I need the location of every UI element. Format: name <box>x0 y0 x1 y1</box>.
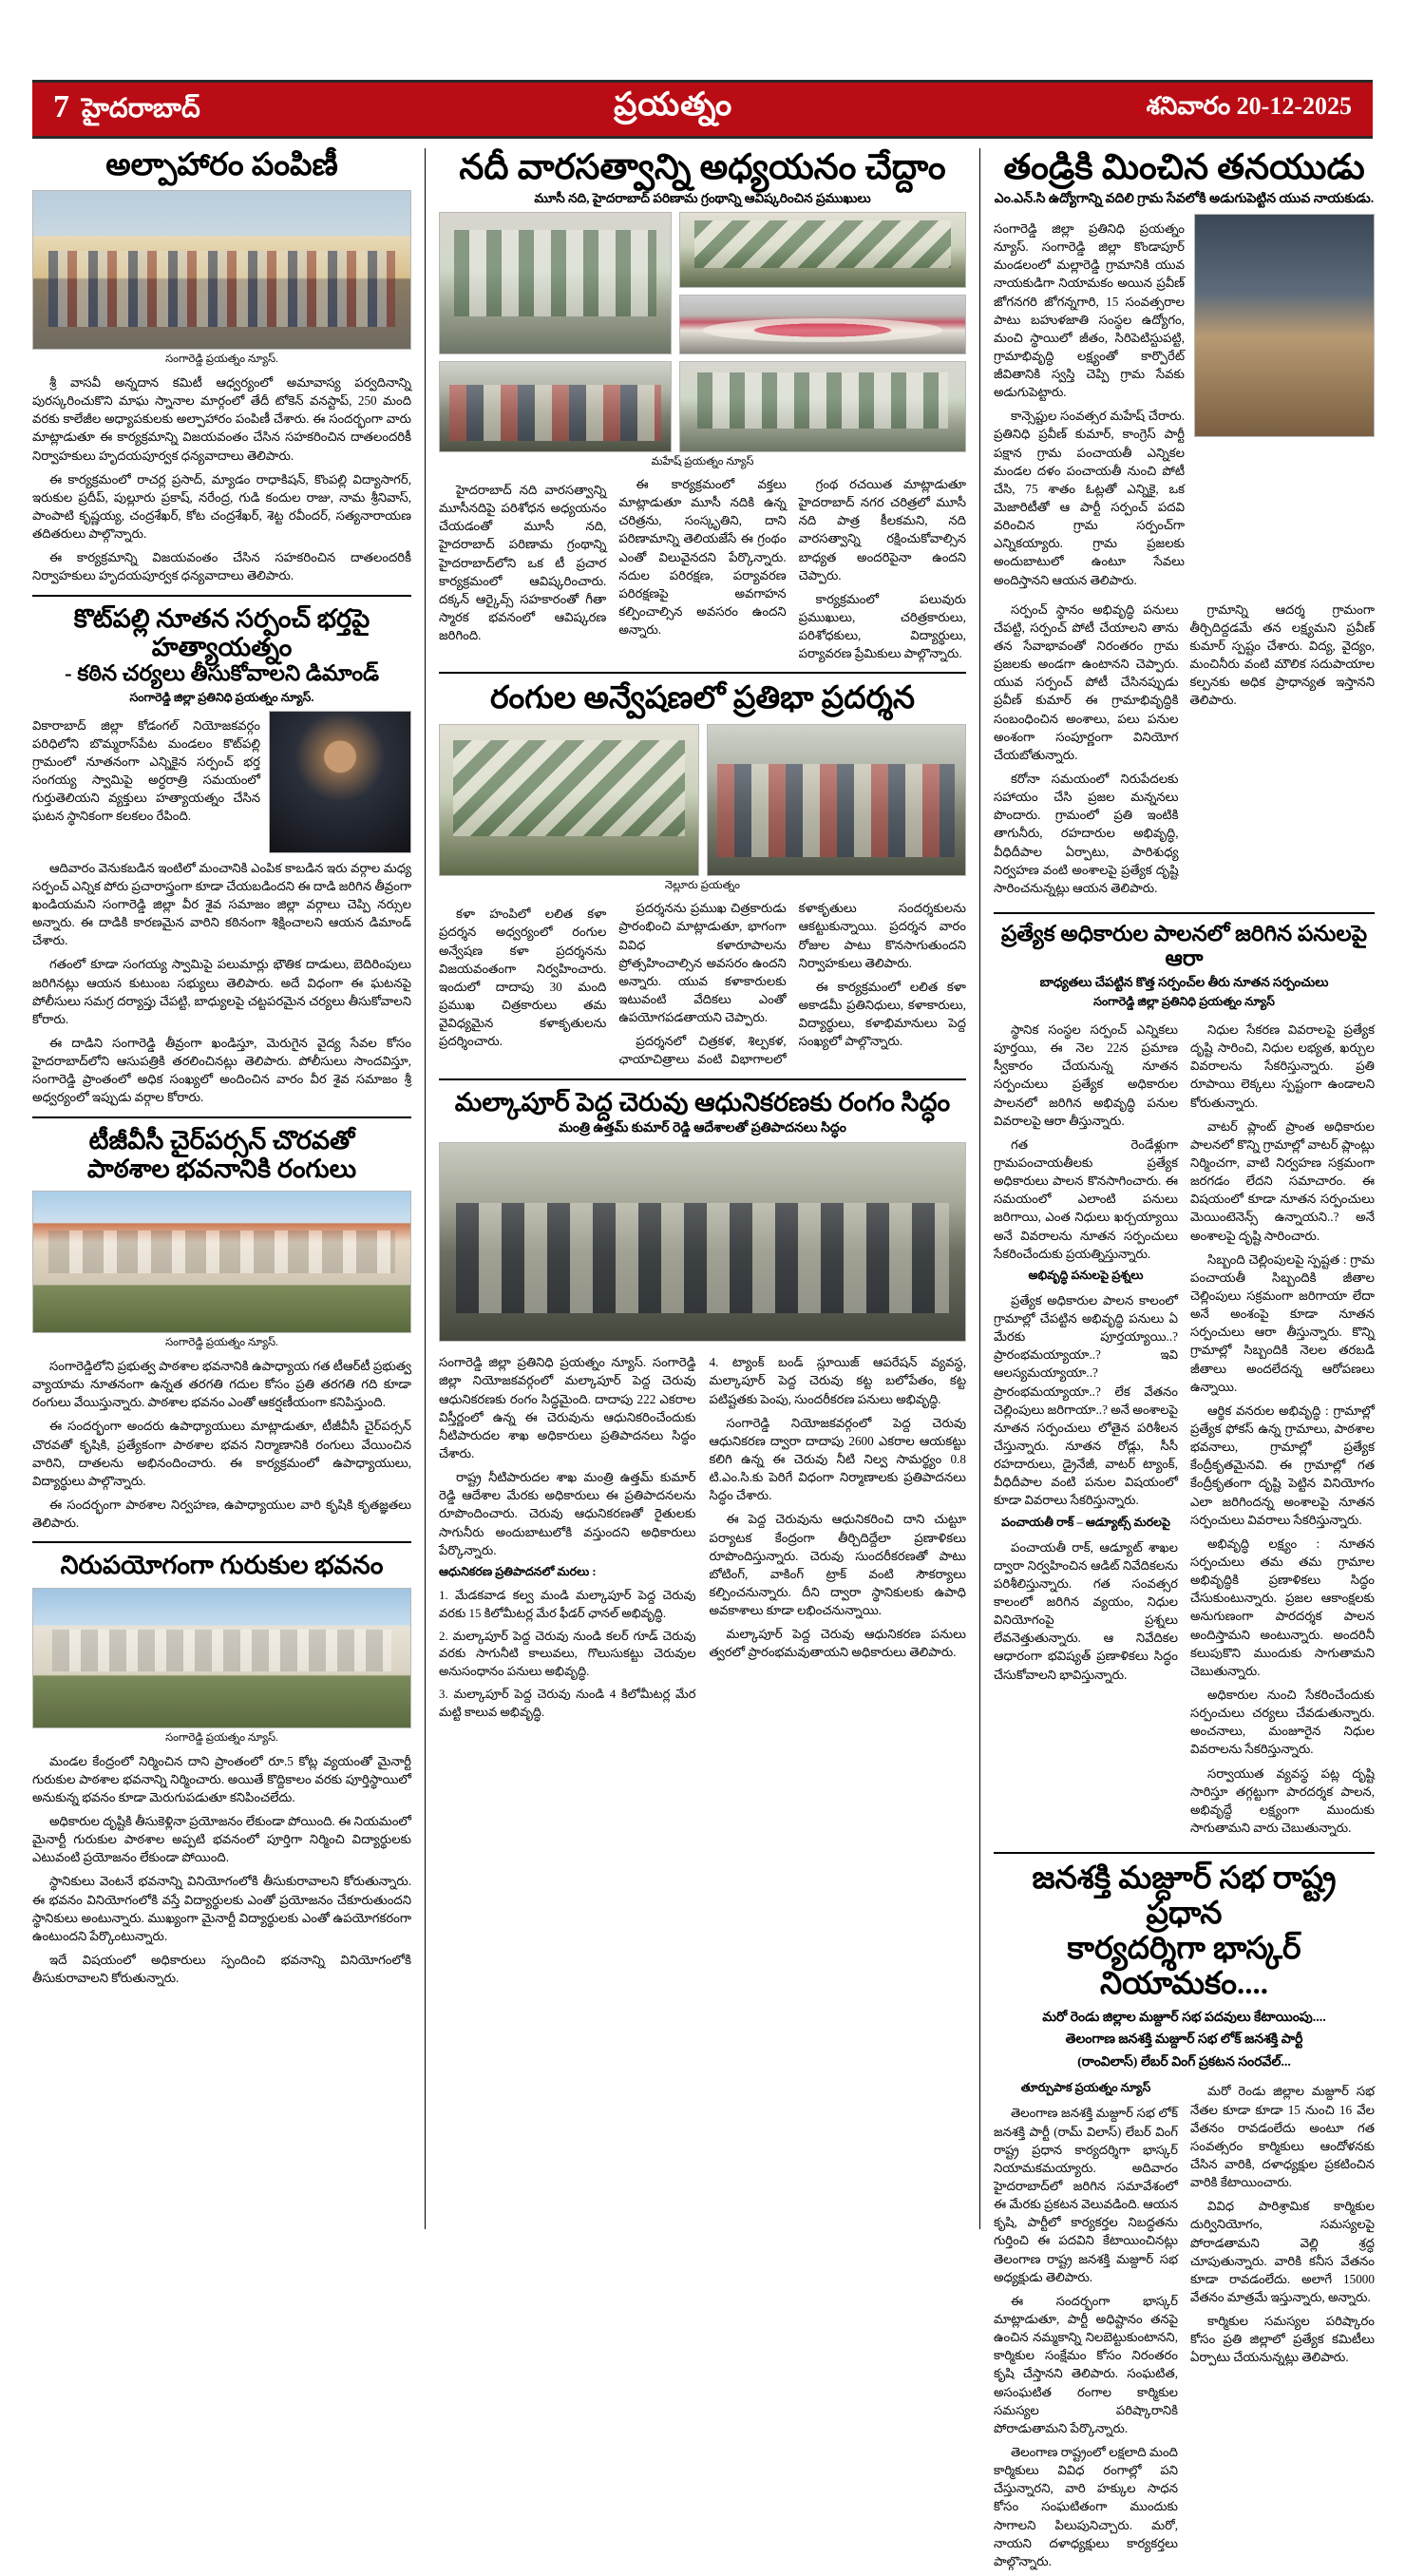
story-body-officers-r3: సిబ్బంది చెల్లింపులపై స్పష్టత : గ్రామ పంచాయతీ సిబ్బందికి జీతాల చెల్లింపులు సక్రమంగా జరిగాయా లేదా అనే అంశంపై కూడా నూతన సర్పంచులు ఆరా తీస్తున్నారు. కొన్ని గ్రామాల్లో సిబ్బందికి నెలల తరబడి జీతాలు అందలేదన్న ఆరోపణలు ఉన్నాయి. <box>1190 1251 1375 1394</box>
subheadline-mnc-employee: ఎం.ఎన్.సి ఉద్యోగాన్ని వదిలి గ్రామ సేవలోకి అడుగుపెట్టిన యువ నాయకుడు. <box>994 192 1375 207</box>
story-body-officers-r5: అభివృద్ధి లక్ష్యం : నూతన సర్పంచులు తమ తమ గ్రామాల అభివృద్ధికి ప్రణాళికలు సిద్ధం చేసుకుంటున్నారు. ప్రజల ఆకాంక్షలకు అనుగుణంగా పారదర్శక పాలన అందిస్తామని అంటున్నారు. అందరినీ కలుపుకొని ముందుకు సాగుతామని చెబుతున్నారు. <box>1190 1536 1375 1678</box>
story-body-officers-l2: గత రెండేళ్లుగా గ్రామపంచాయతీలకు ప్రత్యేక అధికారులు పాలన కొనసాగించారు. ఈ సమయంలో ఎలాంటి పనులు జరిగాయి, ఎంత నిధులు ఖర్చయ్యాయి అనే వివరాలను నూతన సర్పంచులు సేకరించేందుకు ప్రయత్నిస్తున్నారు. <box>994 1136 1178 1261</box>
story-body-river-p4: కార్యక్రమంలో పలువురు ప్రముఖులు, చరిత్రకారులు, పరిశోధకులు, విద్యార్థులు, పర్యావరణ ప్రేమికులు పాల్గొన్నారు. <box>798 591 966 661</box>
story-body-kotpalli-p1: వికారాబాద్ జిల్లా కోడంగల్ నియోజకవర్గం పరిధిలోని బొమ్మరాస్‌పేట మండలం కొట్‌పల్లి గ్రామంలో నూతనంగా ఎన్నికైన సర్పంచ్ భర్త సంగయ్య స్వామిపై అర్ధరాత్రి సమయంలో గుర్తుతెలియని వ్యక్తులు హత్యాయత్నం చేసిన ఘటన స్థానికంగా కలకలం రేపింది. <box>32 717 260 824</box>
malkapur-text-block <box>439 1347 966 1726</box>
photo-caption-school: సంగారెడ్డి ప్రయత్నం న్యూస్. <box>165 1337 278 1349</box>
photo-row-river-top <box>439 212 966 354</box>
photo-gallery-walk <box>679 361 966 452</box>
story-body-sarpanch-p4: కరోనా సమయంలో నిరుపేదలకు సహాయం చేసి ప్రజల మన్ననలు పొందారు. గ్రామంలో ప్రతి ఇంటికి తాగునీరు, రహదారుల అభివృద్ధి, వీధిదీపాల ఏర్పాటు, పారిశుధ్య నిర్వహణ వంటి అంశాలపై ప్రత్యేక దృష్టి సారించనున్నట్లు ఆయన తెలిపారు. <box>994 772 1179 895</box>
story-body-officers-r1: నిధుల సేకరణ వివరాలపై ప్రత్యేక దృష్టి సారించి, నిధుల లభ్యత, ఖర్చుల వివరాలను సేకరిస్తున్నారు. ప్రతి రూపాయి లెక్కలు స్పష్టంగా ఉండాలని కోరుతున్నారు. <box>1190 1022 1375 1110</box>
story-body-malkapur-right-p1: 4. ట్యాంక్ బండ్ స్లూయిజ్ ఆపరేషన్ వ్యవస్థ, మల్కాపూర్ పెద్ద చెరువు కట్ట బలోపేతం, కట్ట పటిష్టతకు పెంపు, సుందరీకరణ పనులు అభివృద్ధి. <box>709 1355 966 1406</box>
headline-son-surpasses-father: తండ్రికి మించిన తనయుడు <box>1003 148 1365 187</box>
photo-praveen-joganagari <box>1194 214 1375 437</box>
subheadline-janasakthi-3: (రాంవిలాస్) లేబర్ వింగ్ ప్రకటన సంరవేల్... <box>1077 2054 1291 2070</box>
photo-dignitaries <box>439 361 672 452</box>
byline-janasakthi: తూర్పుపాక ప్రయత్నం న్యూస్ <box>1020 2081 1151 2095</box>
story-body-art-columns <box>439 899 966 1068</box>
photo-book-launch-cake <box>679 295 966 354</box>
photo-caption-gurukulam: సంగారెడ్డి ప్రయత్నం న్యూస్. <box>165 1731 278 1744</box>
divider-7 <box>994 1852 1375 1854</box>
story-body-malkapur-right-p4: మల్కాపూర్ పెద్ద చెరువు ఆధునికరణ పనులు త్వరలో ప్రారంభమవుతాయని అధికారులు తెలిపారు. <box>709 1627 966 1660</box>
story-body-kotpalli-p3: గతంలో కూడా సంగయ్య స్వామిపై పలుమార్లు భౌతిక దాడులు, బెదిరింపులు జరిగినట్లు ఆయన కుటుంబ సభ్యులు తెలిపారు. అదే విధంగా ఈ ఘటనపై పోలీసులు సమగ్ర దర్యాప్తు చేపట్టి, బాధ్యులపై చట్టపరమైన చర్యలు తీసుకోవాలని కోరారు. <box>32 957 411 1026</box>
story-body-janasakthi-r1: మరో రెండు జిల్లాల మజ్దూర్ సభ నేతల కూడా కూడా 15 నుంచి 16 వేల వేతనం రావడంలేదు అంటూ గత సంవత్సరం కార్మికులు ఆందోళనకు చేసిన వారికి, దళాధ్యక్షుల ప్రకటించిన వారికి కేటాయించారు. <box>1190 2084 1375 2190</box>
page-number: 7 <box>53 88 70 124</box>
story-body-sarpanch-p5: గ్రామాన్ని ఆదర్శ గ్రామంగా తీర్చిదిద్దడమే తన లక్ష్యమని ప్రవీణ్ కుమార్ స్పష్టం చేశారు. విద్య, వైద్యం, మంచినీరు వంటి మౌలిక సదుపాయాల కల్పనకు అధిక ప్రాధాన్యత ఇస్తానని తెలిపారు. <box>1189 601 1375 708</box>
story-body-officers-r7: సర్వాయుత వ్యవస్థ పట్ల దృష్టి సారిస్తూ తగ్గట్టుగా పారదర్శక పాలన, అభివృద్ధే లక్ష్యంగా ముందుకు సాగుతామని వారు చెబుతున్నారు. <box>1190 1765 1375 1835</box>
story-body-kotpalli-p2: ఆదివారం వెనుకబడిన ఇంటిలో మంచానికి ఎంపిక కాబడిన ఇరు వర్గాల మధ్య సర్పంచ్ ఎన్నిక పోరు ప్రచారాస్త్రంగా కూడా చేయబడిందని ఈ దాడి జరిగిన తీవ్రంగా ఖండియమని సంగారెడ్డి జిల్లా వీర శైవ సమాజం జిల్లా వర్గాలు చెప్పి నర్సుల అన్నారు. ఈ దాడికి కారణమైన వారిని కఠినంగా శిక్షించాలని ఆయన డిమాండ్ చేశారు. <box>32 860 411 948</box>
headline-malkapur-lake: మల్కాపూర్ పెద్ద చెరువు ఆధునికరణకు రంగం సిద్ధం <box>454 1087 951 1116</box>
story-body-malkapur-left-p2: రాష్ట్ర నీటిపారుదల శాఖ మంత్రి ఉత్తమ్ కుమార్ రెడ్డి ఆదేశాల మేరకు అధికారులు ఈ ప్రతిపాదనలను రూపొందించారు. చెరువు ఆధునికరణతో రైతులకు సాగునీరు అందుబాటులోకి వస్తుందని అధికారులు పేర్కొన్నారు. <box>439 1470 696 1557</box>
story-body-officers-r4: ఆర్థిక వనరుల అభివృద్ధి : గ్రామాల్లో ప్రత్యేక ఫోకస్ ఉన్న గ్రామాలు, పాఠశాల భవనాలు, గ్రామాల్లో ప్రత్యేక కేంద్రీకృతమైనవి. ఈ గ్రామాల్లో గత కేంద్రీకృతంగా దృష్టి పెట్టిన వినియోగం ఎలా జరిగిందన్న అంశాలపై నూతన సర్పంచులు వివరాలు సేకరిస్తున్నారు. <box>1190 1402 1375 1527</box>
subheadline-malkapur-minister: మంత్రి ఉత్తమ్ కుమార్ రెడ్డి ఆదేశాలతో ప్రతిపాదనలు సిద్ధం <box>559 1120 846 1135</box>
story-body-sarpanch-p3: సర్పంచ్ స్థానం అభివృద్ధి పనులు చేపట్టి, సర్పంచ్ పోటీ చేయాలని తాను తన సేవాభావంతో నిరంతరం గ్రామ ప్రజలకు అండగా ఉంటానని చెప్పారు. యువ సర్పంచ్ పోటీ చేసినప్పుడు ప్రవీణ్ కుమార్ ఈ గ్రామాభివృద్ధికి సంబంధించిన అంశాలు, పలు పనుల అంశంగా సంపూర్ణంగా వినియోగ చేయబోతున్నారు. <box>994 601 1179 762</box>
story-body-sarpanch-p1: సంగారెడ్డి జిల్లా ప్రతినిధి ప్రయత్నం న్యూస్. సంగారెడ్డి జిల్లా కొండాపూర్ మండలంలో మల్లారెడ్డి గ్రామానికి యువ నాయకుడిగా నియామకం అయిన ప్రవీణ్ జోగనగరి జోగన్నగారి, 15 సంవత్సరాల పాటు బహుళజాతి సంస్థల ఉద్యోగం, మంచి స్థాయిలో జీతం, సిరిపెటిస్టుపట్టి, గ్రామాభివృద్ధి లక్ష్యంతో కార్పొరేట్ జీవితానికి స్వస్తి చెప్పి గ్రామ సేవకు అడుగుపెట్టారు. <box>994 220 1185 400</box>
proposal-item-3: 3. మల్కాపూర్ పెద్ద చెరువు నుండి 4 కిలోమీటర్ల మేర మట్టి కాలువ అభివృద్ధి. <box>439 1687 696 1719</box>
photo-row-art-show <box>439 724 966 876</box>
story-body-art-p1: కళా హంపిలో లలిత కళా ప్రదర్శన అధ్వర్యంలో రంగుల అన్వేషణ కళా ప్రదర్శనను విజయవంతంగా నిర్వహించారు. ఇందులో దాదాపు 30 మంది ప్రముఖ చిత్రకారులు తమ వైవిధ్యమైన కళాకృతులను ప్రదర్శించారు. <box>439 906 607 1049</box>
story-body-malkapur-right-p3: ఈ పెద్ద చెరువును ఆధునికరించి దాని చుట్టూ పర్యాటక కేంద్రంగా తీర్చిదిద్దేలా ప్రణాళికలు రూపొందిస్తున్నారు. చెరువు సుందరీకరణతో పాటు బోటింగ్, వాకింగ్ ట్రాక్ వంటి సౌకర్యాలు కల్పించనున్నారు. దీని ద్వారా స్థానికులకు ఉపాధి అవకాశాలు కూడా లభించనున్నాయి. <box>709 1512 966 1618</box>
story-body-school-p1: సంగారెడ్డిలోని ప్రభుత్వ పాఠశాల భవనానికి ఉపాధ్యాయ గత టీఆర్‌టీ ప్రభుత్వ వ్యాయామ నూతనంగా ఉన్నత తరగతి గదుల కోసం ప్రతి తరగతి గది కూడా రంగులు వేయిస్తున్నారు. పాఠశాల భవనం ఎంతో ఆకర్షణీయంగా కనిపిస్తుంది. <box>32 1359 411 1410</box>
story-body-officers-l3: ప్రత్యేక అధికారుల పాలన కాలంలో గ్రామాల్లో చేపట్టిన అభివృద్ధి పనులు ఏ మేరకు పూర్తయ్యాయి..? ప్రారంభమయ్యాయా..? ఇవి ఆలస్యమయ్యాయా..? ప్రారంభమయ్యాయా..? లేక వేతనం చెల్లింపులు జరిగాయా..? అనే అంశాలపై నూతన సర్పంచులు లోతైన పరిశీలన చేస్తున్నారు. నూతన రోడ్లు, సీసీ రహదారులు, డ్రైనేజీ, వాటర్ ట్యాంక్, వీధిదీపాల వంటి పనుల విషయంలో కూడా వివరాలు సేకరిస్తున్నారు. <box>994 1292 1178 1508</box>
story-body-gurukulam-p1: మండల కేంద్రంలో నిర్మించిన దాని ప్రాంతంలో రూ.5 కోట్ల వ్యయంతో మైనార్టీ గురుకుల పాఠశాల భవనాన్ని నిర్మించారు. అయితే కొద్దికాలం వరకు పూర్తిస్థాయిలో అనుకున్న భవనం కూడా మెరుగుపడుతూ కనిపించలేదు. <box>32 1753 411 1804</box>
story-body-gurukulam-p3: స్థానికులు వెంటనే భవనాన్ని వినియోగంలోకి తీసుకురావాలని కోరుతున్నారు. ఈ భవనం వినియోగంలోకి వస్తే విద్యార్థులకు ఎంతో ప్రయోజనం చేకూరుతుందని స్థానికులు అంటున్నారు. ముఖ్యంగా మైనార్టీ విద్యార్థులకు ఎంతో ఉపయోగకరంగా ఉంటుందని పేర్కొంటున్నారు. <box>32 1874 411 1943</box>
story-body-janasakthi-l3: తెలంగాణ రాష్ట్రంలో లక్షలాది మంది కార్మికులు వివిధ రంగాల్లో పని చేస్తున్నారని, వారి హక్కుల సాధన కోసం సంఘటితంగా ముందుకు సాగాలని పిలుపునిచ్చారు. మరో, నాయని దళాధ్యక్షులు కార్యకర్తలు పాల్గొన్నారు. <box>994 2444 1178 2568</box>
story-body-gurukulam-p4: ఇదే విషయంలో అధికారులు స్పందించి భవనాన్ని వినియోగంలోకి తీసుకురావాలని కోరుతున్నారు. <box>32 1952 411 1986</box>
story-body-sarpanch-p2: కాన్సెప్టుల సంవత్సర మహేష్ చేరారు. ప్రతినిధి ప్రవీణ్ కుమార్, కాంగ్రెస్ పార్టీ పక్షాన గ్రామ పంచాయతీ ఎన్నికల మండల దళం పంచాయతీ నుంచి పోటీ చేసి, 75 శాతం ఓట్లతో ఎన్నికై, ఒక మెజారిటీతో ఆ పార్టీ సర్పంచ్ పదవి వరించిన గ్రామ సర్పంచ్‌గా ఎన్నికయ్యారు. గ్రామ ప్రజలకు అందుబాటులో ఉంటూ సేవలు అందిస్తానని ఆయన తెలిపారు. <box>994 409 1185 587</box>
photo-breakfast-distribution <box>32 190 411 350</box>
subheadline-janasakthi-2: తెలంగాణ జనశక్తి మజ్దూర్ సభ లోక్ జనశక్తి పార్టీ <box>1065 2032 1303 2048</box>
newspaper-title: ప్రయత్నం <box>614 87 733 123</box>
headline-unused-gurukulam: నిరుపయోగంగా గురుకుల భవనం <box>60 1551 384 1580</box>
photo-art-wall <box>679 212 966 288</box>
divider-1 <box>32 595 411 597</box>
story-body-river-p3: గ్రంథ రచయిత మాట్లాడుతూ హైదరాబాద్ నగర చరిత్రలో మూసీ నది పాత్ర కీలకమని, నది వారసత్వాన్ని రక్షించుకోవాల్సిన బాధ్యత అందరిపైనా ఉందని చెప్పారు. <box>798 476 966 582</box>
divider-4 <box>439 672 966 674</box>
edition-city: హైదరాబాద్ <box>82 93 200 124</box>
column-right <box>980 148 1384 2568</box>
photo-caption-breakfast: సంగారెడ్డి ప్రయత్నం న్యూస్. <box>165 353 278 365</box>
divider-5 <box>439 1078 966 1080</box>
divider-2 <box>32 1116 411 1118</box>
headline-janasakthi-1: జనశక్తి మజ్దూర్ సభ రాష్ట్ర ప్రధాన <box>1032 1861 1337 1932</box>
story-body-janasakthi-r3: కార్మికుల సమస్యల పరిష్కారం కోసం ప్రతి జిల్లాలో ప్రత్యేక కమిటీలు ఏర్పాటు చేయనున్నట్లు తెలిపారు. <box>1190 2314 1375 2365</box>
story-body-river-columns <box>439 475 966 662</box>
story-body-alpaharam-p2: ఈ కార్యక్రమంలో రాచర్ల ప్రసాద్, మ్యాడం రాధాకిషన్, కొంపల్లి విద్యాసాగర్, ఇరుకుల ప్రదీప్, పుల్లూరు ప్రకాష్, నరేంద్ర, గుడి కందుల రాజు, నామ శ్రీనివాస్, పాంపాటి కృష్ణయ్య, చంద్రశేఖర్, కోట చంద్రశేఖర్, శెట్ట రవీందర్, సత్యనారాయణ తదితరులు పాల్గొన్నారు. <box>32 471 411 542</box>
subheadline-janasakthi-1: మరో రెండు జిల్లాల మజ్దూర్ సభ పదవులు కేటాయింపు.... <box>1042 2010 1326 2025</box>
story-body-art-p2: ప్రదర్శనను ప్రముఖ చిత్రకారుడు ప్రారంభించి మాట్లాడుతూ, భాగంగా వివిధ కళారూపాలను ప్రోత్సహించాల్సిన అవసరం ఉందని అన్నారు. యువ కళాకారులకు ఇటువంటి వేదికలు ఎంతో ఉపయోగపడతాయని చెప్పారు. <box>618 901 787 1025</box>
story-body-alpaharam-p3: ఈ కార్యక్రమాన్ని విజయవంతం చేసిన సహకరించిన దాతలందరికీ నిర్వాహకులు హృదయపూర్వక ధన్యవాదాలు తెలిపారు. <box>32 550 411 583</box>
story-body-officers-l1: స్థానిక సంస్థల సర్పంచ్ ఎన్నికలు పూర్తయి, ఈ నెల 22న ప్రమాణ స్వీకారం చేయనున్న నూతన సర్పంచులు ప్రత్యేక అధికారుల పాలనలో జరిగిన అభివృద్ధి పనుల వివరాలపై ఆరా తీస్తున్నారు. <box>994 1022 1178 1128</box>
story-body-kotpalli-p4: ఈ దాడిని సంగారెడ్డి తీవ్రంగా ఖండిస్తూ, మెరుగైన వైద్య సేవల కోసం హైదరాబాద్‌లోని ఆసుపత్రికి తరలించినట్లు తెలిపారు. పోలీసులు సాందవిస్తూ, సంగారెడ్డి ప్రాంతంలో అధిక సంఖ్యలో అందించిన వారం వీర శైవ సమాజం శ్రీ అధ్వర్యంలో ఇప్పుడు వర్గాల కోరారు. <box>32 1035 411 1105</box>
page-columns <box>21 148 1384 2568</box>
kicker-river-heritage: మూసీ నది, హైదరాబాద్ పరిణామ గ్రంథాన్ని ఆవిష్కరించిన ప్రముఖులు <box>534 191 871 206</box>
photo-review-meeting <box>439 1142 966 1342</box>
story-body-art-p3: ప్రదర్శనలో చిత్రకళ, శిల్పకళ, ఛాయాచిత్రాలు వంటి విభాగాలలో కళాకృతులు సందర్శకులను ఆకట్టుకున్నాయి. ప్రదర్శన వారం రోజుల పాటు కొనసాగుతుందని నిర్వాహకులు తెలిపారు. <box>618 901 966 1067</box>
divider-3 <box>32 1541 411 1543</box>
story-body-officers-r2: వాటర్ ప్లాంట్ ప్రాంత అధికారుల పాలనలో కొన్ని గ్రామాల్లో వాటర్ ప్లాంట్లు నిర్మించగా, వాటి నిర్వహణ సక్రమంగా జరగడం లేదని సమాచారం. ఈ విషయంలో కూడా నూతన సర్పంచులు మెయింటెనెన్స్ ఉన్నాయని..? అనే అంశాలపై దృష్టి సారించారు. <box>1190 1118 1375 1243</box>
photo-school-building <box>32 1191 411 1333</box>
subheadline-kotpalli-demand: - కఠిన చర్యలు తీసుకోవాలని డిమాండ్ <box>64 660 380 685</box>
story-body-school-p2: ఈ సందర్భంగా అందరు ఉపాధ్యాయులు మాట్లాడుతూ, టీజీవీసీ చైర్‌పర్సన్ చొరవతో కృషికి, ప్రత్యేకంగా పాఠశాల భవన నిర్మాణానికి రంగులు వేయించిన వారిని, దాతలను అభినందించారు. ఈ కార్యక్రమంలో ఉపాధ్యాయులు, విద్యార్థులు పాల్గొన్నారు. <box>32 1419 411 1488</box>
story-body-school-p3: ఈ సందర్భంగా పాఠశాల నిర్వహణ, ఉపాధ్యాయుల వారి కృషికి కృతజ్ఞతలు తెలిపారు. <box>32 1498 411 1531</box>
photo-exhibition-visitors <box>439 212 672 354</box>
sarpanch-lower-text <box>994 595 1375 903</box>
byline-kotpalli: సంగారెడ్డి జిల్లా ప్రతినిధి ప్రయత్నం న్యూస్. <box>129 690 314 704</box>
story-body-art-p4: ఈ కార్యక్రమంలో లలిత కళా అకాడమీ ప్రతినిధులు, కళాకారులు, విద్యార్థులు, కళాభిమానులు పెద్ద సంఖ్యలో పాల్గొన్నారు. <box>798 979 966 1049</box>
subhead-development-questions: అభివృద్ధి పనులపై ప్రశ్నలు <box>1028 1268 1144 1282</box>
proposal-item-1: 1. మేడకవాడ కల్వ మండి మల్కాపూర్ పెద్ద చెరువు వరకు 15 కిలోమీటర్ల మేర ఫీడర్ ఛానల్ అభివృద్ధి. <box>439 1587 696 1620</box>
janasakthi-two-col <box>994 2076 1375 2576</box>
divider-6 <box>994 912 1375 914</box>
publication-date: శనివారం 20-12-2025 <box>1146 92 1352 120</box>
story-body-officers-r6: అధికారుల నుంచి సేకరించేందుకు సర్పంచులు చర్యలు చేవడుతున్నారు. అంచనాలు, మంజూరైన నిధుల వివరాలను సేకరిస్తున్నారు. <box>1190 1687 1375 1757</box>
photo-row-river-bottom <box>439 361 966 452</box>
photo-kotpalli-leader <box>269 711 411 853</box>
story-body-malkapur-left-p1: సంగారెడ్డి జిల్లా ప్రతినిధి ప్రయత్నం న్యూస్. సంగారెడ్డి జిల్లా నియోజకవర్గంలో మల్కాపూర్ పెద్ద చెరువు ఆధునికరణకు రంగం సిద్ధమైంది. దాదాపు 222 ఎకరాల విస్తీర్ణంలో ఉన్న ఈ చెరువును ఆధునికరించేందుకు నీటిపారుదల శాఖ అధికారులు ప్రతిపాదనలు సిద్ధం చేశారు. <box>439 1355 696 1461</box>
kicker-new-sarpanches: బాధ్యతలు చేపట్టిన కొత్త సర్పంచ్‌ల తీరు నూతన సర్పంచులు <box>1039 974 1329 989</box>
photo-gurukulam-building <box>32 1588 411 1728</box>
headline-alpaharam: అల్పాహారం పంపిణీ <box>105 148 338 182</box>
story-body-janasakthi-l1: తెలంగాణ జనశక్తి మజ్దూర్ సభ లోక్ జనశక్తి పార్టీ (రామ్ విలాస్) లేబర్ వింగ్ రాష్ట్ర ప్రధాన కార్యదర్శిగా భాస్కర్ నియామకమయ్యారు. అదివారం హైదరాబాద్‌లో జరిగిన సమావేశంలో ఈ మేరకు ప్రకటన వెలువడింది. ఆయన కృషి, పార్టీలో కార్యకర్తల నిబద్ధతను గుర్తించి ఈ పదవిని కేటాయించినట్లు తెలంగాణ రాష్ట్ర జనశక్తి మజ్దూర్ సభ అధ్యక్షుడు తెలిపారు. <box>994 2106 1178 2284</box>
headline-kotpalli-attack: కొట్‌పల్లి నూతన సర్పంచ్ భర్తపై హత్యాయత్నం <box>73 603 370 661</box>
headline-river-heritage: నదీ వారసత్వాన్ని అధ్యయనం చేద్దాం <box>459 148 946 187</box>
byline-special-officers: సంగారెడ్డి జిల్లా ప్రతినిధి ప్రయత్నం న్యూస్ <box>1093 995 1275 1009</box>
story-body-gurukulam-p2: అధికారుల దృష్టికి తీసుకెళ్లినా ప్రయోజనం లేకుండా పోయింది. ఈ నియమంలో మైనార్టీ గురుకుల పాఠశాల అప్పటి భవనంలో పూర్తిగా నిర్మించి విద్యార్థులకు ఎటువంటి ప్రయోజనం లేకుండా పోయింది. <box>32 1813 411 1865</box>
photo-art-visitors <box>707 724 967 876</box>
headline-color-exploration: రంగుల అన్వేషణలో ప్రతిభా ప్రదర్శన <box>489 681 916 716</box>
masthead-banner <box>32 80 1373 139</box>
proposal-item-2: 2. మల్కాపూర్ పెద్ద చెరువు నుండి కలర్ గూడ్ చెరువు వరకు సాగునీటి కాలువలు, గొలుసుకట్టు చెరువుల అనుసంధానం పనులు అభివృద్ధి. <box>439 1628 696 1679</box>
masthead-left-group <box>53 89 200 130</box>
headline-school-colors: పాఠశాల భవనానికి రంగులు <box>86 1154 357 1183</box>
headline-tgvc-chairperson: టీజీవీసీ చైర్‌పర్సన్ చొరవతో <box>88 1125 355 1154</box>
photo-artist-explaining <box>439 724 699 876</box>
special-officers-two-col <box>994 1015 1375 1842</box>
photo-caption-art: నెల్లూరు ప్రయత్నం <box>665 880 740 892</box>
proposal-list-title: ఆధునికరణ ప్రతిపాదనలో మరలు : <box>439 1564 597 1578</box>
subhead-panchayat-audit: పంచాయతీ రాక్ – ఆడ్యూట్స్ మరలపై <box>1001 1515 1170 1529</box>
story-body-river-p2: ఈ కార్యక్రమంలో వక్తలు మాట్లాడుతూ మూసీ నదికి ఉన్న చరిత్రను, సంస్కృతిని, దాని పరిణామాన్ని తెలియజేసే ఈ గ్రంథం ఎంతో విలువైనదని పేర్కొన్నారు. నదుల పరిరక్షణ, పర్యావరణ పరిరక్షణపై అవగాహన కల్పించాల్సిన అవసరం ఉందని అన్నారు. <box>618 476 787 638</box>
proposal-list <box>439 1587 696 1722</box>
story-body-river-p1: హైదరాబాద్ నది వారసత్వాన్ని మూసీనదిపై పరిశోధన అధ్యయనం చేయడంతో మూసీ నది, హైదరాబాద్ పరిణామ గ్రంథాన్ని హైదరాబాద్‌లోని ఒక టీ ప్రచార కార్యక్రమంలో ఆవిష్కరించారు. దక్కన్ ఆర్కైవ్స్ సహకారంతో గీతా స్మారక భవనంలో ఆవిష్కరణ జరిగింది. <box>439 482 607 643</box>
story-body-janasakthi-r2: వివిధ పారిశ్రామిక కార్మికుల దుర్వినియోగం, సమస్యలపై పోరాడతామని వెల్లి శ్రద్ధ చూపుతున్నారు. వారికి కనీస వేతనం కూడా రావడంలేదు. అలాగే 15000 వేతనం మాత్రమే ఇస్తున్నారు, అన్నారు. <box>1190 2199 1375 2304</box>
story-body-malkapur-right-p2: సంగారెడ్డి నియోజకవర్గంలో పెద్ద చెరువు ఆధునికరణ ద్వారా దాదాపు 2600 ఎకరాల ఆయకట్టు కలిగి ఉన్న ఈ చెరువు నీటి నిల్వ సామర్థ్యం 0.8 టి.ఎం.సి.కు పెరిగే విధంగా నిర్మాణాలకు ప్రతిపాదనలు సిద్ధం చేశారు. <box>709 1415 966 1503</box>
story-body-alpaharam-p1: శ్రీ వాసవీ అన్నదాన కమిటీ ఆధ్వర్యంలో అమావాస్య పర్వదినాన్ని పురస్కరించుకొని మాఘ స్నానాల మార్గంలో తేదీ టోకెన్ వనస్టాప్, 250 మంది వరకు కాలేజీల అధ్యాపకులకు అల్పాహారం పంపిణీ చేశారు. ఈ సందర్భంగా వారు మాట్లాడుతూ ఈ కార్యక్రమాన్ని విజయవంతం చేసిన సహకరించిన దాతలందరికీ నిర్వాహకులు హృదయపూర్వక ధన్యవాదాలు తెలిపారు. <box>32 374 411 463</box>
headline-janasakthi-2: కార్యదర్శిగా భాస్కర్ నియామకం.... <box>1067 1932 1301 2001</box>
photo-caption-river: మహేష్ ప్రయత్నం న్యూస్ <box>651 455 754 467</box>
column-center <box>425 148 980 2229</box>
column-left <box>21 148 425 2229</box>
story-body-janasakthi-l2: ఈ సందర్భంగా భాస్కర్ మాట్లాడుతూ, పార్టీ అధిష్టానం తనపై ఉంచిన నమ్మకాన్ని నిలబెట్టుకుంటానని, కార్మికుల సంక్షేమం కోసం నిరంతరం కృషి చేస్తానని తెలిపారు. సంఘటిత, అసంఘటిత రంగాల కార్మికుల సమస్యల పరిష్కారానికి పోరాడుతామని పేర్కొన్నారు. <box>994 2293 1178 2435</box>
headline-special-officers-audit: ప్రత్యేక అధికారుల పాలనలో జరిగిన పనులపై ఆరా <box>1000 922 1368 970</box>
story-body-officers-l4: పంచాయతీ రాక్, ఆడ్యూట్ శాఖల ద్వారా నిర్వహించిన ఆడిట్ నివేదికలను పరిశీలిస్తున్నారు. గత సంవత్సర కాలంలో జరిగిన వ్యయం, నిధుల వినియోగంపై ప్రశ్నలు లేవనెత్తుతున్నారు. ఆ నివేదికల ఆధారంగా భవిష్యత్ ప్రణాళికలు సిద్ధం చేసుకోవాలని భావిస్తున్నారు. <box>994 1539 1178 1682</box>
